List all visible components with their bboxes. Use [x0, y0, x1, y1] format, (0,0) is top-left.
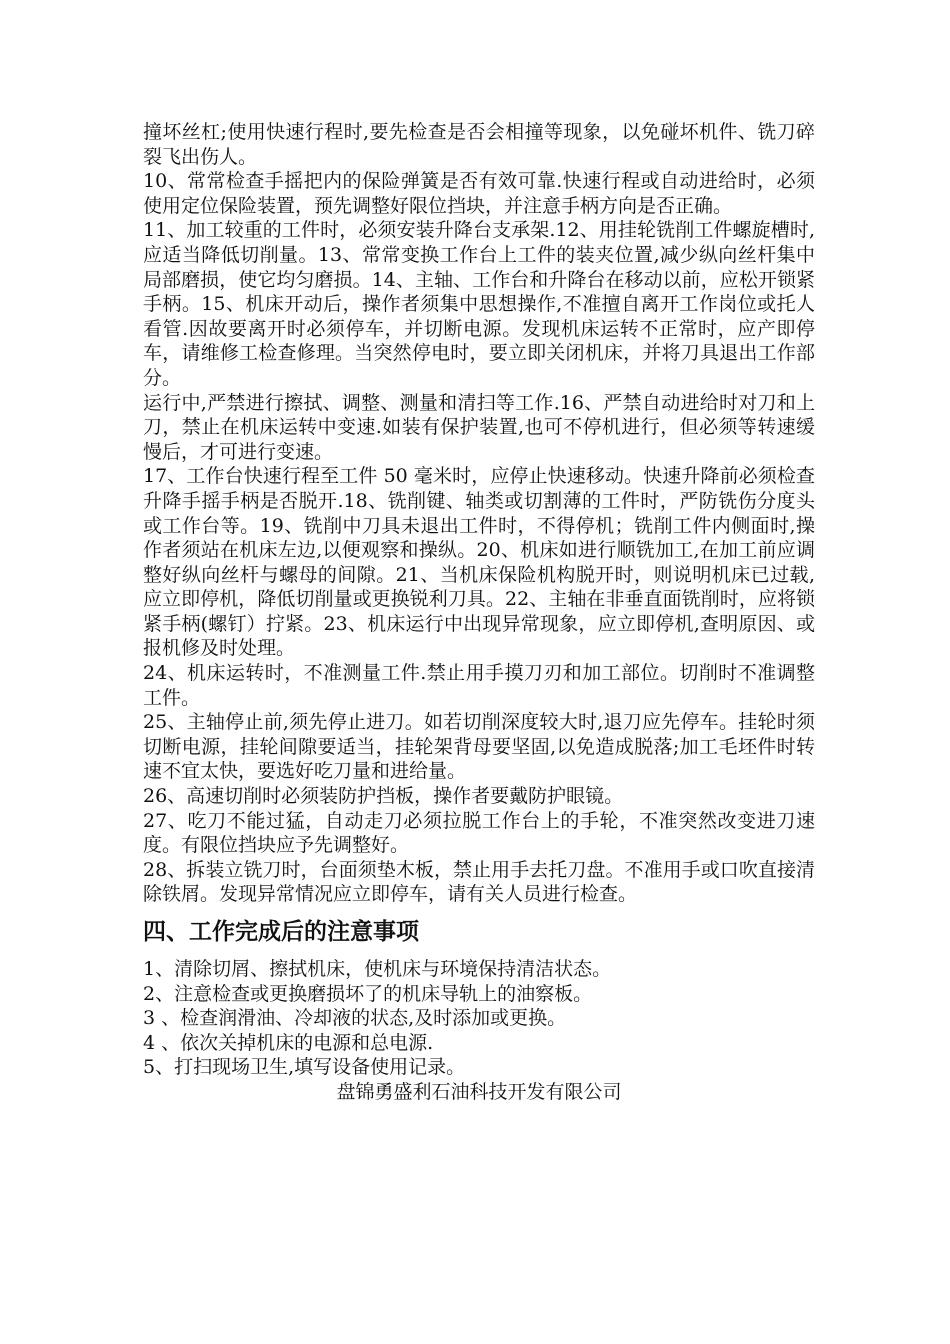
paragraph-continuation: 撞坏丝杠;使用快速行程时,要先检查是否会相撞等现象，以免碰坏机件、铣刀碎裂飞出伤人。 [143, 121, 815, 168]
list-item: 1、清除切屑、擦拭机床，使机床与环境保持清洁状态。 [143, 958, 612, 980]
post-work-checklist [143, 957, 815, 1080]
paragraph-item-26: 26、高速切削时必须装防护挡板，操作者要戴防护眼镜。 [143, 785, 624, 808]
paragraph-item-27: 27、吃刀不能过猛，自动走刀必须拉脱工作台上的手轮，不准突然改变进刀速度。有限位挡块应予先调整好。 [143, 809, 815, 857]
paragraph-items-17-23: 17、工作台快速行程至工件 50 毫米时，应停止快速移动。快速升降前必须检查升降手摇手柄是否脱开.18、铣削键、轴类或切割薄的工件时，严防铣伤分度头或工作台等。19、铣削中刀具未退出工件时，不得停机；铣削工件内侧面时,操作者须站在机床左边,以便观察和操纵。20、机床如进行顺铣加工,在加工前应调整好纵向丝杆与螺母的间隙。21、当机床保险机构脱开时，则说明机床已过载,应立即停机，降低切削量或更换锐利刀具。22、主轴在非垂直面铣削时，应将锁紧手柄(螺钉）拧紧。23、机床运行中出现异常现象，应立即停机,查明原因、或报机修及时处理。 [143, 465, 815, 660]
document-body [143, 120, 815, 1105]
paragraph-item-16: 运行中,严禁进行擦拭、调整、测量和清扫等工作.16、严禁自动进给时对刀和上刀，禁止在机床运转中变速.如装有保护装置,也可不停机进行，但必须等转速缓慢后，才可进行变速。 [143, 391, 815, 463]
list-item: 2、注意检查或更换磨损坏了的机床导轨上的油察板。 [143, 982, 593, 1005]
paragraph-item-10: 10、常常检查手摇把内的保险弹簧是否有效可靠.快速行程或自动进给时，必须使用定位保险装置，预先调整好限位挡块，并注意手柄方向是否正确。 [143, 170, 815, 217]
paragraph-item-25: 25、主轴停止前,须先停止进刀。如若切削深度较大时,退刀应先停车。挂轮时须切断电源，挂轮间隙要适当，挂轮架背母要坚固,以免造成脱落;加工毛坯件时转速不宜太快，要选好吃刀量和进给量。 [143, 711, 815, 783]
section-heading: 四、工作完成后的注意事项 [143, 919, 419, 945]
list-item: 3 、检查润滑油、冷却液的状态,及时添加或更换。 [143, 1007, 567, 1030]
paragraph-item-28: 28、拆装立铣刀时，台面须垫木板，禁止用手去托刀盘。不准用手或口吹直接清除铁屑。发现异常情况应立即停车，请有关人员进行检查。 [143, 858, 815, 906]
company-name: 盘锦勇盛利石油科技开发有限公司 [336, 1080, 622, 1103]
list-item: 4 、依次关掉机床的电源和总电源. [143, 1031, 434, 1054]
paragraph-items-11-15: 11、加工较重的工件时，必须安装升降台支承架.12、用挂轮铣削工件螺旋槽时,应适当降低切削量。13、常常变换工作台上工件的装夹位置,减少纵向丝杆集中局部磨损，使它均匀磨损。14、主轴、工作台和升降台在移动以前，应松开锁紧手柄。15、机床开动后，操作者须集中思想操作,不准擅自离开工作岗位或托人看管.因故要离开时必须停车，并切断电源。发现机床运转不正常时，应产即停车，请维修工检查修理。当突然停电时，要立即关闭机床，并将刀具退出工作部分。 [143, 219, 815, 389]
paragraph-item-24: 24、机床运转时，不准测量工件.禁止用手摸刀刃和加工部位。切削时不准调整工件。 [143, 662, 815, 709]
list-item: 5、打扫现场卫生,填写设备使用记录。 [143, 1056, 466, 1079]
